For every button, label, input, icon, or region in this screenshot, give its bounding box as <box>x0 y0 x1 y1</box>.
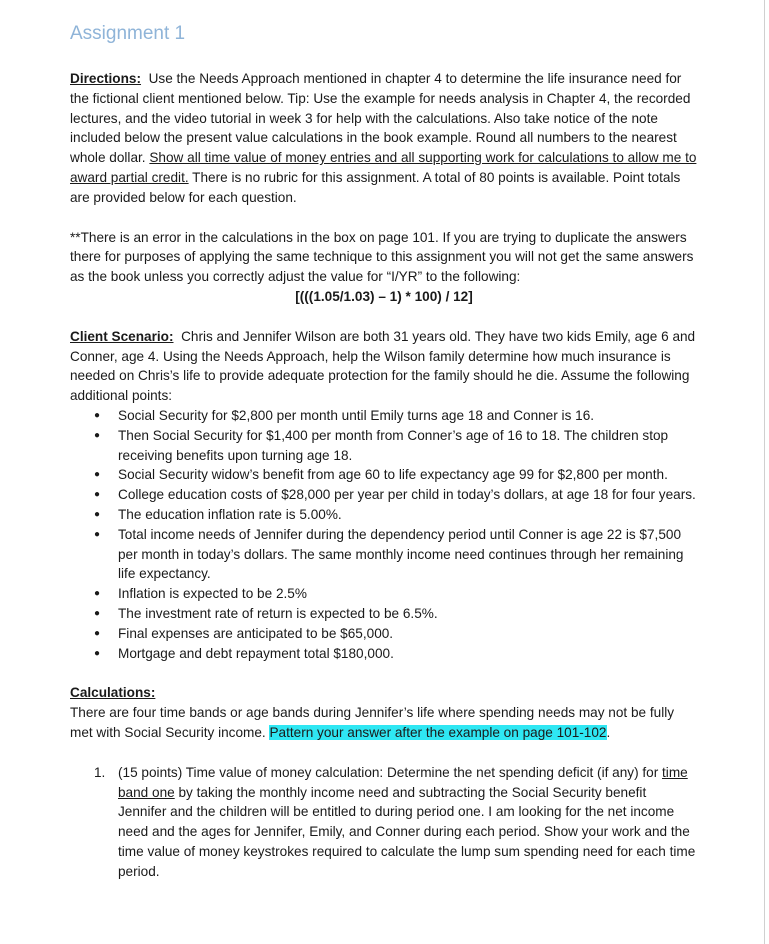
directions-text-1: Use the Needs Approach mentioned in chapter 4 to determine the life insurance need for the fictional client mentioned below. Tip: Use the example for needs analysis in Chapter 4, the recorded lectures, and the video tutorial in week 3 for help with the calculations. Also take notice of the note included below the present value calculations in the book example. Round all numbers to the nearest whole dollar. <box>70 71 691 166</box>
question-text-pre: (15 points) Time value of money calculation: Determine the net spending deficit (if any) for <box>118 764 663 780</box>
error-note-paragraph: **There is an error in the calculations in the box on page 101. If you are trying to duplicate the answers there for purposes of applying the same technique to this assignment you will not get the same answers as the book unless you correctly adjust the value for “I/YR” to the following: <box>70 229 694 285</box>
bullet-item: ● The education inflation rate is 5.00%. <box>118 505 698 525</box>
highlighted-text: Pattern your answer after the example on page 101-102 <box>269 724 607 740</box>
bullet-item: ● Social Security for $2,800 per month until Emily turns age 18 and Conner is 16. <box>118 406 698 426</box>
bullet-item: ● Social Security widow’s benefit from age 60 to life expectancy age 99 for $2,800 per month. <box>118 465 698 485</box>
bullet-item: ● The investment rate of return is expected to be 6.5%. <box>118 604 698 624</box>
directions-paragraph <box>70 69 698 208</box>
bullet-item: ● College education costs of $28,000 per year per child in today’s dollars, at age 18 for four years. <box>118 485 698 505</box>
formula: [(((1.05/1.03) – 1) * 100) / 12] <box>295 288 473 304</box>
calculations-heading: Calculations: <box>70 685 156 701</box>
directions-text-2: There is no rubric for this assignment. A total of 80 points is available. Point totals are provided below for each question. <box>70 169 681 205</box>
question-list <box>70 763 698 882</box>
document-page <box>70 22 698 881</box>
bullet-item: ● Inflation is expected to be 2.5% <box>118 584 698 604</box>
directions-label: Directions: <box>70 71 142 86</box>
calculations-text: There are four time bands or age bands during Jennifer’s life where spending needs may not be fully met with Social Security income. <box>70 705 675 740</box>
calculations-paragraph <box>70 703 698 743</box>
scenario-paragraph <box>70 327 698 406</box>
page-edge-line <box>764 0 765 944</box>
scenario-text: Chris and Jennifer Wilson are both 31 years old. They have two kids Emily, age 6 and Conner, age 4. Using the Needs Approach, help the Wilson family determine how much insurance is needed on Chris’s life to provide adequate protection for the family should he die. Assume the following additional points: <box>70 328 696 404</box>
question-number: 1. <box>94 764 106 780</box>
scenario-bullet-list <box>70 406 698 663</box>
bullet-item: ● Mortgage and debt repayment total $180,000. <box>118 644 698 664</box>
question-text-post: by taking the monthly income need and subtracting the Social Security benefit Jennifer and the children will be entitled to during period one. I am looking for the net income need and the ages for Jennifer, Emily, and Conner during each period. Show your work and the time value of money keystrokes required to calculate the lump sum spending need for each time period. <box>118 784 696 879</box>
bullet-item: ● Then Social Security for $1,400 per month from Conner’s age of 16 to 18. The children stop receiving benefits upon turning age 18. <box>118 426 698 466</box>
scenario-label: Client Scenario: <box>70 328 174 344</box>
directions-underlined-text: Show all time value of money entries and all supporting work for calculations to allow me to award partial credit. <box>70 150 697 185</box>
question-underlined-text: time band one <box>118 764 688 800</box>
bullet-item: ● Total income needs of Jennifer during the dependency period until Conner is age 22 is $7,500 per month in today’s dollars. The same monthly income need continues through her remaining life expectancy. <box>118 525 698 584</box>
question-item <box>94 763 698 882</box>
bullet-item: ● Final expenses are anticipated to be $65,000. <box>118 624 698 644</box>
calculations-end: . <box>606 724 611 740</box>
page-title: Assignment 1 <box>70 23 186 44</box>
